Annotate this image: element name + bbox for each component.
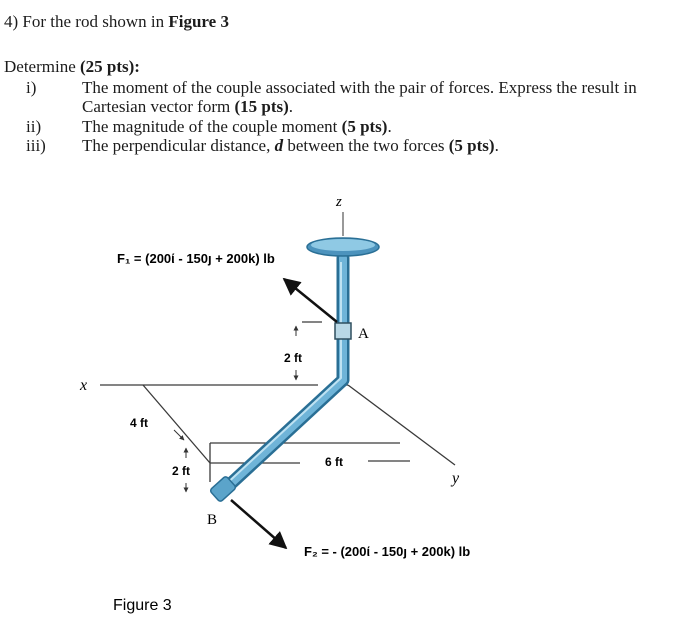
frame-lines xyxy=(100,322,455,482)
axis-z-label: z xyxy=(336,194,342,210)
question-prefix: For the rod shown in xyxy=(22,12,165,31)
item-iii-text-end: . xyxy=(494,136,499,155)
dim-6ft-label: 6 ft xyxy=(325,455,343,469)
force-f2-label: F₂ = - (200ί - 150ȷ + 200k) lb xyxy=(304,544,471,559)
item-iii-points: (5 pts) xyxy=(448,136,495,155)
dim-4ft-label: 4 ft xyxy=(130,416,148,430)
force-f1-label: F₁ = (200ί - 150ȷ + 200k) lb xyxy=(117,251,275,266)
point-a-label: A xyxy=(358,326,369,342)
item-ii-number: ii) xyxy=(26,117,42,136)
axis-y-label: y xyxy=(452,470,460,487)
determine-points: (25 pts): xyxy=(80,57,140,76)
rod-highlight xyxy=(223,262,341,487)
force-f2-arrow xyxy=(231,500,286,548)
item-iii-number: iii) xyxy=(26,136,46,155)
dim-2ft-top-label: 2 ft xyxy=(284,351,302,365)
figure-reference: Figure 3 xyxy=(168,12,229,31)
determine-label: Determine xyxy=(4,57,76,76)
item-ii-points: (5 pts) xyxy=(341,117,388,136)
figure-caption: Figure 3 xyxy=(113,597,172,614)
item-iii-text-main: The perpendicular distance, xyxy=(82,136,275,155)
item-i-points: (15 pts) xyxy=(234,97,289,116)
y-axis-line xyxy=(348,385,455,465)
item-i-line2-end: . xyxy=(288,97,294,116)
item-ii-text-main: The magnitude of the couple moment xyxy=(82,117,342,136)
item-i-line1: The moment of the couple associated with the pair of forces. Express the result in xyxy=(82,78,637,97)
disk-top-face xyxy=(311,239,375,251)
item-i-number: i) xyxy=(26,78,37,97)
dim-2ft-left-label: 2 ft xyxy=(172,464,190,478)
collar-a xyxy=(335,323,351,339)
item-iii-text-mid: between the two forces xyxy=(283,136,449,155)
item-i-line2-text: Cartesian vector form xyxy=(82,97,235,116)
force-f1-arrow xyxy=(284,279,337,322)
item-ii-text-end: . xyxy=(387,117,392,136)
question-number: 4) xyxy=(4,12,19,31)
dimension-arrows xyxy=(174,326,296,492)
point-b-label: B xyxy=(207,512,218,528)
item-iii-variable-d: d xyxy=(274,136,284,155)
forces xyxy=(231,279,337,548)
left-diagonal-line xyxy=(143,385,210,463)
axis-x-label: x xyxy=(80,377,88,394)
